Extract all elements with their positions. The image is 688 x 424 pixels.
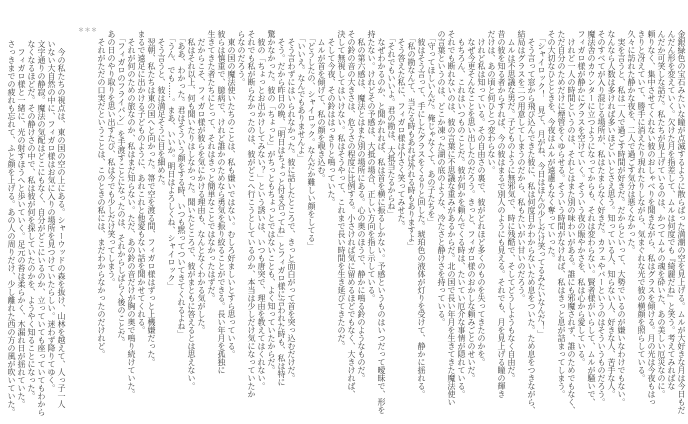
text-column: なぜ今更そんなことを思い出したのだろう。きっと、フィガロ様のおかしな頼みごとのせいだ。	[467, 30, 476, 382]
text-column: なんなら人数は多ければ多いほどいいとさえ思う。知っている人、知らない人、好きな人、苦手な人。	[607, 30, 616, 398]
text-column: あの日のやり取りを思い出すたび、私は今でも少しだけ笑ってしまう。	[107, 30, 116, 286]
text-column: それでも断れないのは、彼の言葉に不思議な重みがあるからだ。北の国で長い年月を生きてきた魔法使い	[447, 30, 456, 406]
text-section-2	[6, 40, 66, 420]
text-column: 金銀緑色の宝石みたいな瞳が点滅するように散らばった満潮の空を見上げる。ムルが大好きな月は今日もだ	[677, 30, 686, 414]
text-column: フィガロ様が静かにグラスを空けていく。そういう夜の賑やかさを、私は心から愛している。	[577, 30, 586, 366]
text-column: そのすべてが入り混じる場所が、私はたまらなく好きだ。カフェやバーというのはそういうものだろう。	[597, 30, 606, 406]
text-column: その大切なひとときを、今夜はムルが遠慮もなく奪っていった。	[547, 30, 556, 262]
text-column: それがただの口実だということは、このときの私には、まだわからなかったのだけれど。	[97, 30, 106, 358]
text-column: ムルが首を傾げて、私の顔を覗き込む。	[317, 30, 326, 182]
text-column: 頼りなく、集中させてくれない彼のおしゃべりを聞きながら、私はグラスを傾ける。月の光は今夜もはっ	[647, 30, 656, 406]
text-column: 「それでもいいよ。君の勘は、大抵当たるからね」	[387, 30, 396, 218]
text-column: そう答えた私に、フィガロ様は小さく笑ってみせた。	[397, 30, 406, 230]
text-section-1	[96, 30, 686, 418]
text-column: フィガロ様と一緒に、光の射すほうへと歩いていく。足元の苔は柔らかく、木漏れ日が揺れていた。	[17, 40, 26, 408]
text-column: けれど私は知っている。その自由さの裏で、彼がどれほど多くのものを失ってきたのかを。	[477, 30, 486, 366]
text-column: だからこそ、フィガロ様が彼らを気にかける理由も、なんとなくわかる気がした。	[197, 30, 206, 334]
text-column: それでも私が断らなかったのは、彼がどこへ行こうとしているのか、本当は少しだけ気になっていたか	[247, 30, 256, 398]
text-column: 「守ってほしいんだ。俺じゃなくて、あの子たちを」	[427, 30, 436, 226]
text-column: 実を言うと、私は一人で過ごす時間が好きだ。だからといって、大勢でいるのが嫌いなわけでもない。	[617, 30, 626, 406]
text-column: 文字通りの静寂。魔法の気配はどこにもなく、自分がどこにいるのか、立っていても座っていてもわから	[37, 40, 46, 416]
text-column: 「フィガロのフライパン」を手渡すことになったのは、それからしばらく後のことだ。	[117, 30, 126, 346]
text-column: なくなるほどだ。その静けさの中で、私は彼が何を探していたのかを、ようやく知ることになった。	[27, 40, 36, 400]
text-column: んだか可笑しな話だ。私たちが見上げているのは、かつてムルの魂を砕いた、あの美しい厄災なのに。	[657, 30, 666, 398]
text-column: きりと冴えていて、勝手に消えたり現れたりしながら、気まぐれな光で彼の横顔を照らしている。	[637, 30, 646, 382]
text-column: だけは、あの頃と何ひとつ変わらない。	[487, 30, 496, 174]
text-column: ただ自分のためだけに煙管をくゆらせる。そういう時間がなければ、私はきっと息が詰まってしまう。	[557, 30, 566, 398]
text-column: 今の私たちの視点は、東の国の空の上にある。シャーウッドの森を抜け、山林を越えて、人っ子一人	[57, 40, 66, 408]
text-column: その鈴の音の大きさは、危うさの程度に比例する。小さければ気に留めるほどでもなく、大きければ、	[347, 30, 356, 398]
section-break-marker: ＊＊＊	[78, 27, 98, 34]
text-column: なぜわかるのか、と聞かれれば、私は首を横に振るしかない。予感というものはいつだって曖昧で、形を	[377, 30, 386, 414]
text-column: 「私の勘なんて、当たる時もあれば外れる時もありますよ」	[407, 30, 416, 250]
text-column: 「どうしたの、シャイロック。なんだか難しい顔をしてる」	[307, 30, 316, 250]
text-column: 私の第六感は、魔法とはまた別の場所にある。心の奥のほうで、静かに鳴る鈴のようなものだ。	[357, 30, 366, 382]
text-column: 決して無視してはいけない。私はそうやって、これまで長い時間を生き延びてきたのだ。	[337, 30, 346, 350]
text-column: 彼はそう言って、手にしたグラスをくるりと回した。琥珀色の液体が灯りを受けて、静かに揺れる。	[417, 30, 426, 398]
text-column: そう言って窓から飛び込んできた彼に、私は何度目かわからないため息をついた。ため息をつきながら、	[527, 30, 536, 414]
text-column: 「いいえ。なんでもありませんよ」	[297, 30, 306, 162]
text-column: そう。だから昨日の晩、「明日はちょっと付き合ってね」とフィガロ様に言われた時も、私は特に	[277, 30, 286, 386]
text-column: そう言うと、彼は満足そうに目を細めた。	[157, 30, 166, 190]
text-column: 「シャイロック！ 見て、月がね、今日はほんの少しだけ笑ってるみたいなんだ！」	[537, 30, 546, 338]
text-column: 彼の「ちょっとお出かけしてみない？」という誘いは、いつも唐突で、理由を教えてはくれない。	[257, 30, 266, 390]
text-column: さっきまでの疲れも忘れて、ふと顔を上げる。あの人の周りだけ、少し離れた西の方の風が吹いていた。	[7, 40, 16, 416]
text-column: の言葉というのは、どこか凍った湖の底のような、冷たさと静けさを持っている。	[437, 30, 446, 326]
text-column: 翌朝、私たちは東の国へと向かった。箒で空を渡る間、フィガロ様はずっと上機嫌だった。	[147, 30, 156, 366]
text-column: いない大自然の中に、フィガロ様はお気に入りの場所を見つけていたらしい。迷わず降りてゆく。	[47, 40, 56, 392]
text-column: 久々に訪れた静かな夜を、二人で過ごす気分は悪くなかった。	[627, 30, 636, 254]
text-column: 私はそれ以上、何も聞いたりはしなかった。聞いたところで、彼がまともに答えるとは思えない。	[187, 30, 196, 390]
text-column: 驚かなかった。彼の「ちょっと」がちっともちょっとではないことも、よく知っていたからだ。	[267, 30, 276, 374]
text-column: んだん形を変えていく。欠けた月を指差して、ムルは何度でも『綺麗だね』と笑う。考えてみればな	[667, 30, 676, 390]
text-column: それが何のための旅なのか、私はまだ知らない。ただ、あの鈴の音だけが胸の奥で鳴り続けていた。	[127, 30, 136, 398]
text-column: まるで遠足に出かける子どものように、あれこれと他愛もない話を聞かせてくれる。	[137, 30, 146, 334]
text-column: 彼らは慎重で、臆病で、けれど誰かのためなら勇気を振り絞ることができる。長い年月を孤独に	[217, 30, 226, 374]
text-column: 東の国の魔法使いたちのことは、私も嫌いではない。むしろ好ましいとすら思っている。	[227, 30, 236, 358]
text-column: そう言わずにはいられなかった。彼に話したところで、きっと面白がって首を突っ込むだけだ。	[287, 30, 296, 382]
text-column: 昔の彼を知る者からすれば、今の彼はまるで別人のようにも見える。それでも、月を見上げる瞳の輝き	[497, 30, 506, 398]
text-column: そして今夜、その鈴ははっきりと鳴っていた。	[327, 30, 336, 206]
text-column: 結局はグラスを二つ用意してしまうのだから、私もたいがい甘いのだろう。	[517, 30, 526, 302]
text-column: ムルは不思議な男だ。子どものように無邪気で、時に残酷で、そしてどうしようもなく自由だ。	[507, 30, 516, 382]
text-column: 「ああ、わかった。君はそういう顔をする時、いつも黙ってついてきてくれるよね」	[177, 30, 186, 338]
text-column: 魔法舎のカウンターに立つようになってからも、それは変わらない。賢者様がいらして、ムルが騒いで、	[587, 30, 596, 406]
text-column: 「うん、でも……。まあ、いいか。明日はよろしくね、シャイロック」	[167, 30, 176, 290]
text-column: けれど一人の時間というのは、それとはまた別の味わいがある。誰にも邪魔されず、誰のためでもなく、	[567, 30, 576, 414]
text-column: 持たない。けれどその予感は、大抵の場合、正しい方向を指し示している。	[367, 30, 376, 302]
text-column: もちろん、これはいつものことだ。彼が何かを頼んでくる時は、たいてい厄介な事情が隠れている。	[457, 30, 466, 398]
text-column: 生きてきた者たちにとって、それはきっと簡単なことではなかったはずだ。	[207, 30, 216, 302]
text-column: らなのだろう。	[237, 30, 246, 86]
